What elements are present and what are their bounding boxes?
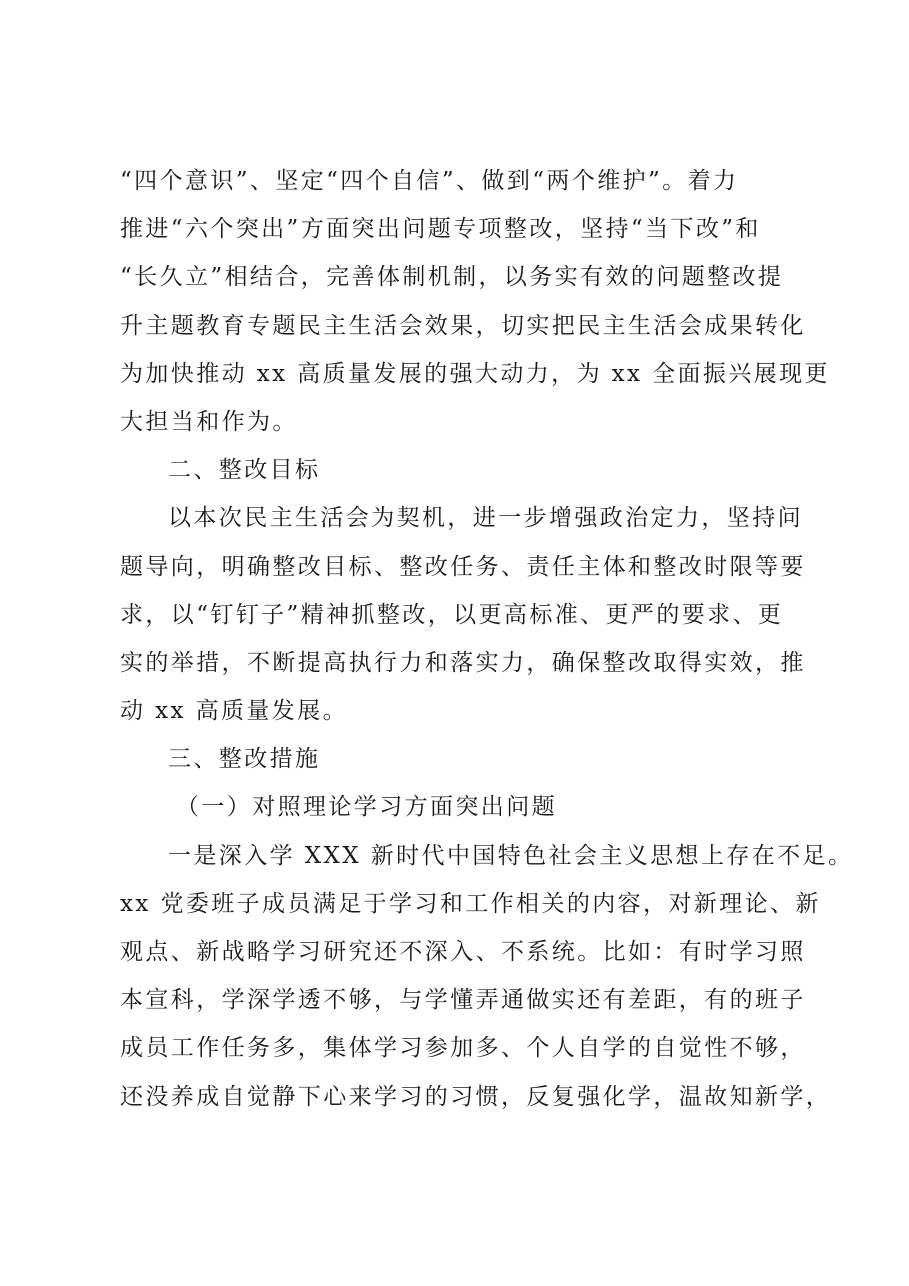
paragraph-line: 大担当和作为。: [120, 408, 298, 435]
section-heading-goals: 二、整改目标: [168, 457, 321, 484]
paragraph-line: 动 xx 高质量发展。: [120, 698, 348, 725]
paragraph-line: “四个意识”、坚定“四个自信”、做到“两个维护”。着力: [120, 168, 739, 194]
paragraph-line: 求，以“钉钉子”精神抓整改，以更高标准、更严的要求、更: [120, 601, 784, 628]
paragraph-line: “长久立”相结合，完善体制机制，以务实有效的问题整改提: [120, 264, 784, 291]
paragraph-line: 观点、新战略学习研究还不深入、不系统。比如：有时学习照: [120, 939, 806, 965]
paragraph-line: 升主题教育专题民主生活会效果，切实把民主生活会成果转化: [120, 312, 806, 339]
paragraph-line: 本宣科，学深学透不够，与学懂弄通做实还有差距，有的班子: [120, 987, 806, 1014]
paragraph-line: xx 党委班子成员满足于学习和工作相关的内容，对新理论、新: [120, 890, 821, 917]
paragraph-line: 推进“六个突出”方面突出问题专项整改，坚持“当下改”和: [120, 216, 761, 243]
section-heading-measures: 三、整改措施: [168, 746, 321, 773]
paragraph-line: 成员工作任务多，集体学习参加多、个人自学的自觉性不够，: [120, 1035, 806, 1062]
paragraph-line: 题导向，明确整改目标、整改任务、责任主体和整改时限等要: [120, 553, 806, 580]
document-body: [120, 157, 854, 1121]
paragraph-line: 还没养成自觉静下心来学习的习惯，反复强化学，温故知新学，: [120, 1083, 832, 1110]
paragraph-line: 一是深入学 XXX 新时代中国特色社会主义思想上存在不足。: [168, 842, 854, 869]
paragraph-line: 为加快推动 xx 高质量发展的强大动力，为 xx 全面振兴展现更: [120, 360, 830, 387]
subsection-heading: （一）对照理论学习方面突出问题: [176, 794, 557, 821]
paragraph-line: 实的举措，不断提高执行力和落实力，确保整改取得实效，推: [120, 649, 806, 676]
paragraph-line: 以本次民主生活会为契机，进一步增强政治定力，坚持问: [168, 505, 803, 532]
